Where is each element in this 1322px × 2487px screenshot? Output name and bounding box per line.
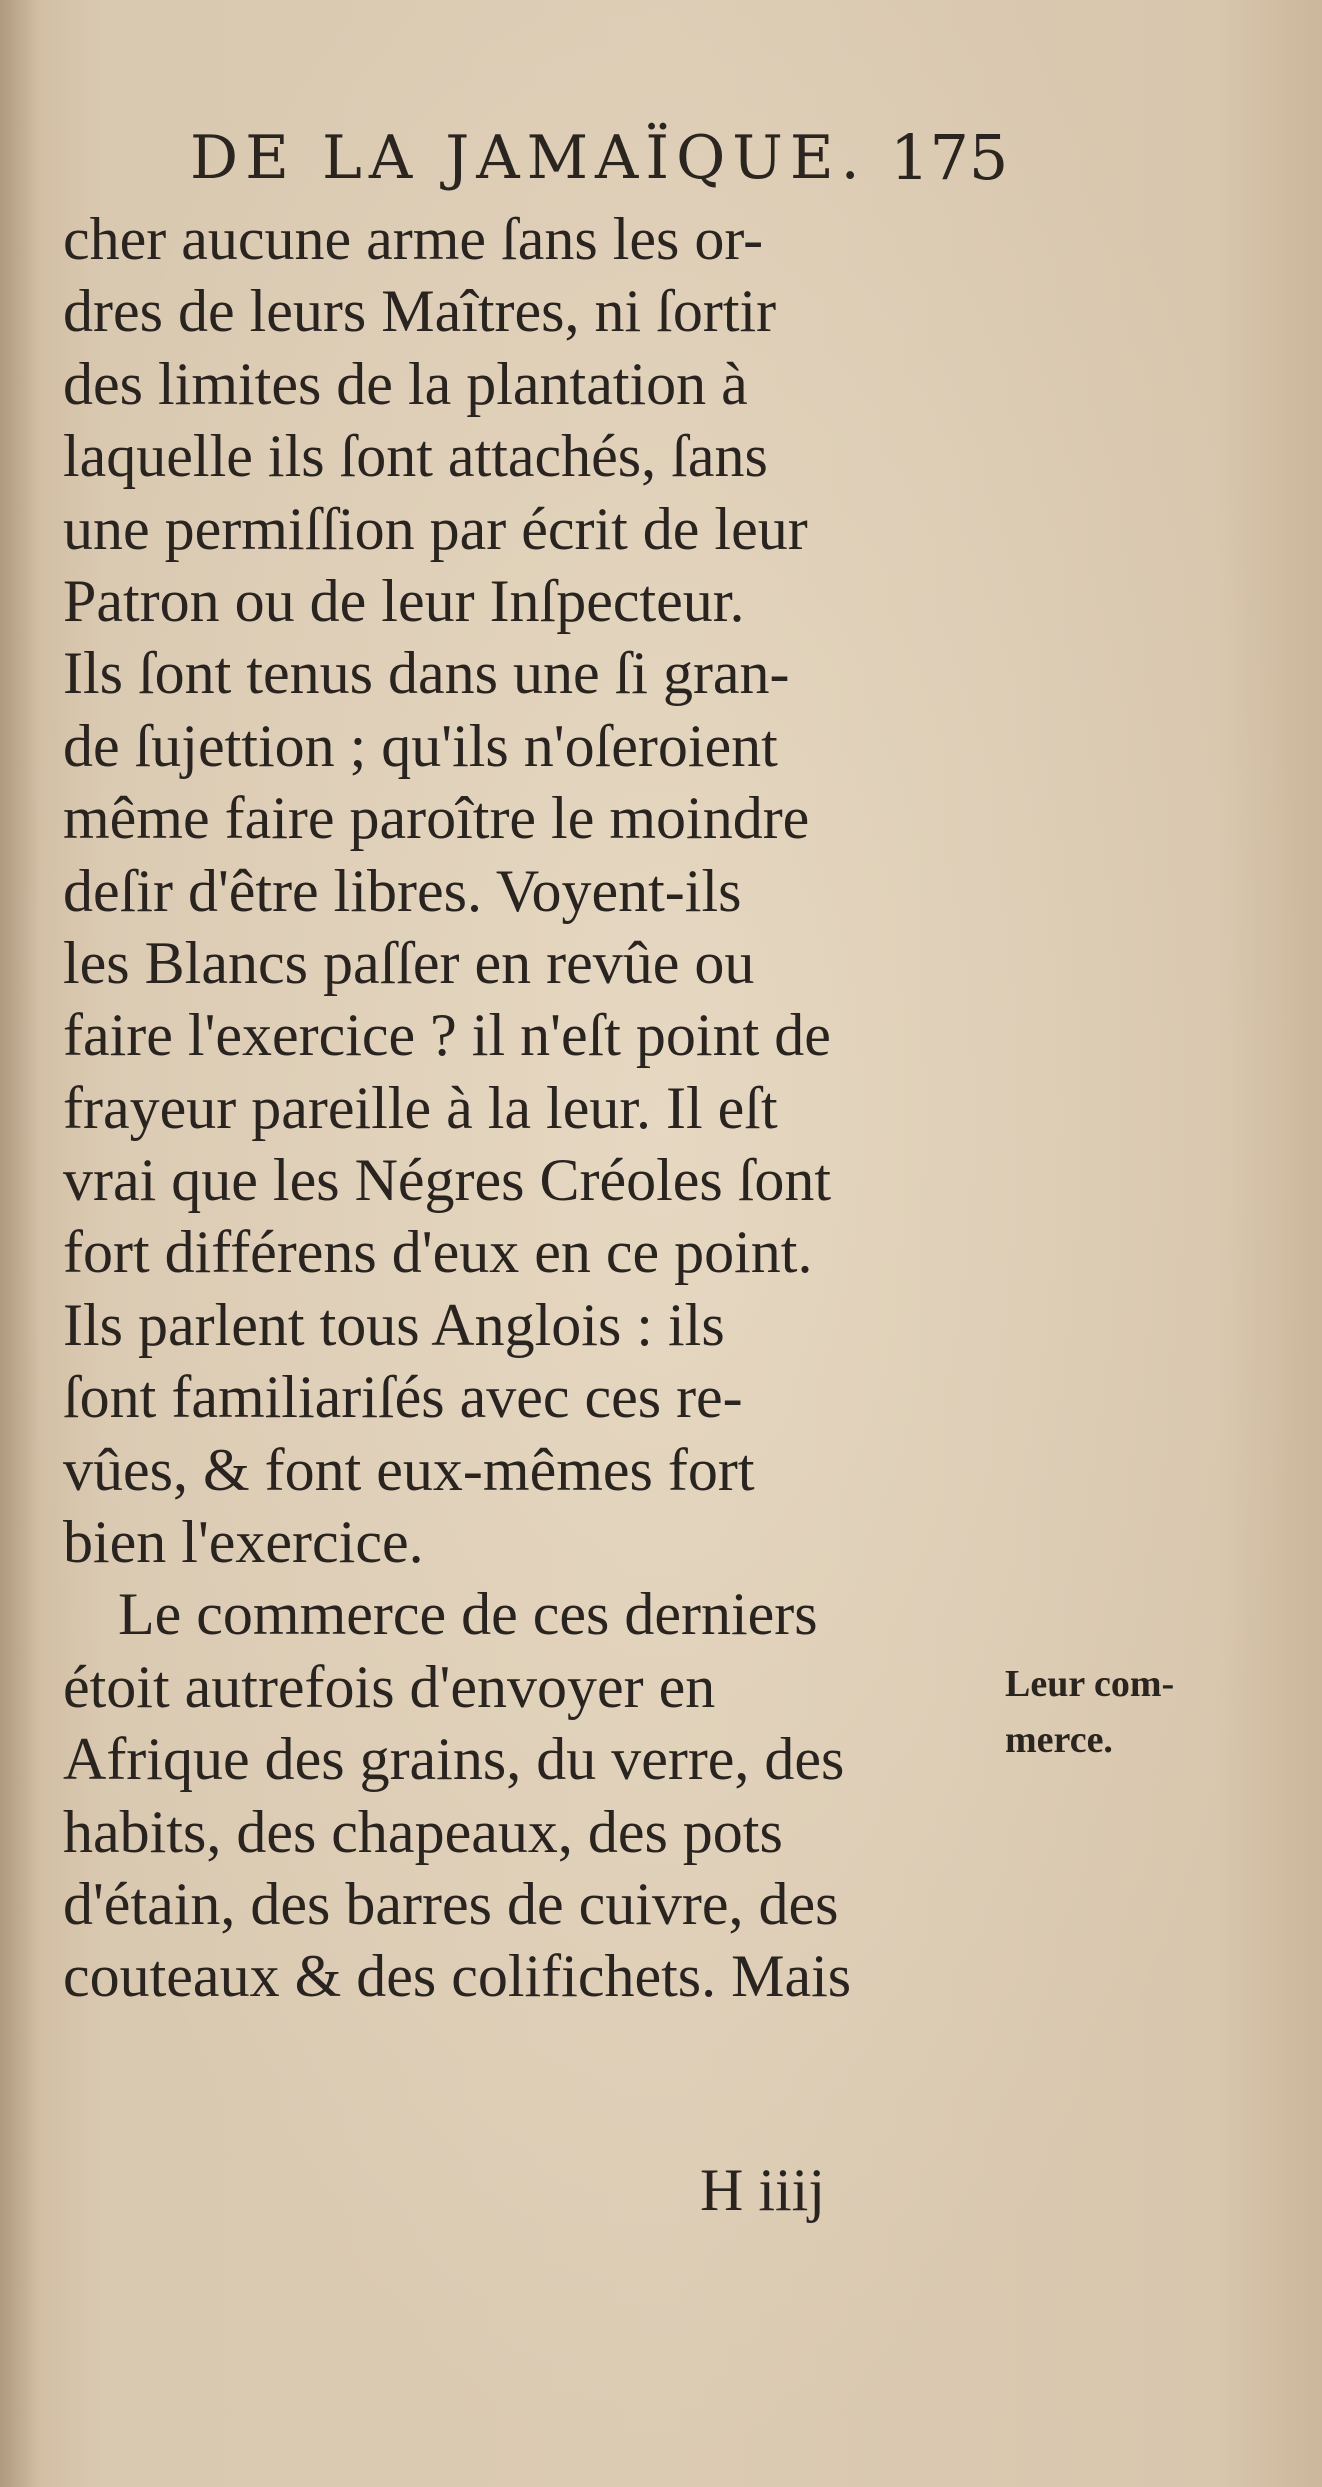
- text-line: cher aucune arme ſans les or-: [63, 206, 764, 272]
- text-line: Afrique des grains, du verre, des: [63, 1726, 845, 1793]
- text-line: étoit autrefois d'envoyer en: [63, 1653, 716, 1720]
- body-text: [63, 203, 1003, 2013]
- text-line: une permiſſion par écrit de leur: [63, 495, 808, 562]
- text-line: Ils ſont tenus dans une ſi gran-: [63, 640, 790, 707]
- text-line: deſir d'être libres. Voyent-ils: [63, 857, 742, 924]
- page-gutter-shadow: [0, 0, 40, 2487]
- text-line: bien l'exercice.: [63, 1509, 424, 1576]
- text-line: d'étain, des barres de cuivre, des: [63, 1870, 839, 1937]
- paragraph-start-line: Le commerce de ces derniers: [118, 1581, 818, 1648]
- text-line: même faire paroître le moindre: [63, 785, 810, 852]
- text-line: faire l'exercice ? il n'eſt point de: [63, 1002, 831, 1069]
- marginal-note-line: merce.: [1005, 1719, 1113, 1761]
- marginal-note: [1005, 1656, 1305, 1768]
- page-header: [120, 118, 1020, 198]
- text-line: laquelle ils ſont attachés, ſans: [63, 423, 768, 490]
- signature-mark: H iiij: [700, 2157, 826, 2223]
- text-line: dres de leurs Maîtres, ni ſortir: [63, 278, 777, 345]
- text-line: des limites de la plantation à: [63, 350, 748, 417]
- text-line: Ils parlent tous Anglois : ils: [63, 1291, 725, 1358]
- text-line: frayeur pareille à la leur. Il eſt: [63, 1074, 778, 1141]
- text-line: Patron ou de leur Inſpecteur.: [63, 567, 745, 634]
- text-line: vrai que les Négres Créoles ſont: [63, 1147, 832, 1214]
- text-line: couteaux & des colifichets. Mais: [63, 1943, 852, 2010]
- text-line: les Blancs paſſer en revûe ou: [63, 929, 755, 996]
- text-line: ſont familiariſés avec ces re-: [63, 1364, 743, 1431]
- text-line: de ſujettion ; qu'ils n'oſeroient: [63, 712, 778, 779]
- marginal-note-line: Leur com-: [1005, 1663, 1175, 1705]
- page-number: 175: [890, 121, 1009, 194]
- text-line: vûes, & font eux-mêmes fort: [63, 1436, 755, 1503]
- text-line: fort différens d'eux en ce point.: [63, 1219, 813, 1286]
- running-head: DE LA JAMAÏQUE.: [190, 123, 867, 193]
- text-line: habits, des chapeaux, des pots: [63, 1798, 783, 1865]
